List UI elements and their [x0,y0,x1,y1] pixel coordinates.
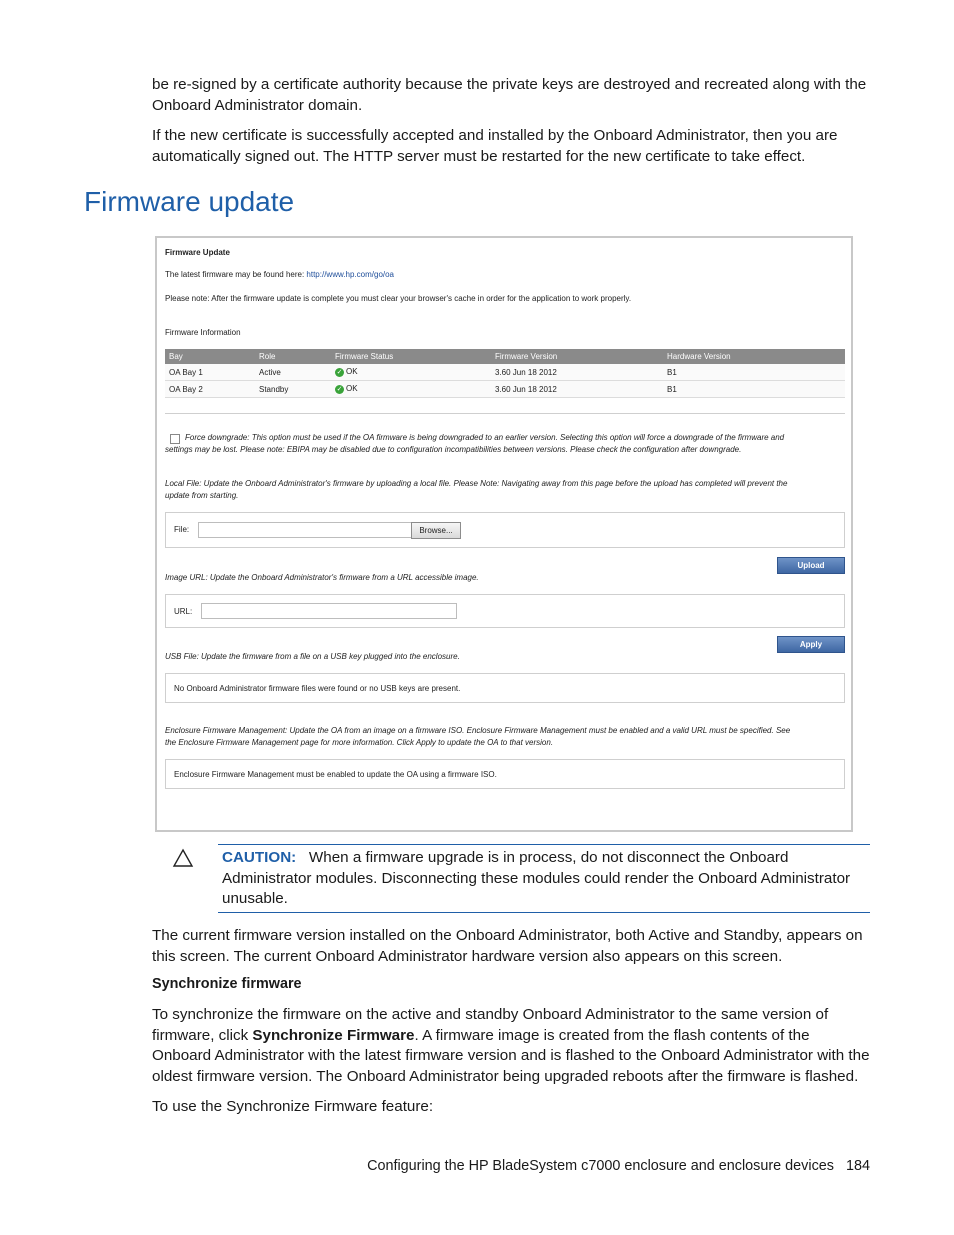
cache-note: Please note: After the firmware update is complete you must clear your browser's cache in order for the application to work properly. [165,294,632,303]
version-cell: 3.60 Jun 18 2012 [491,381,663,398]
firmware-link[interactable]: http://www.hp.com/go/oa [306,270,395,279]
efm-message: Enclosure Firmware Management must be enabled to update the OA using a firmware ISO. [174,770,497,779]
firmware-update-screenshot [155,236,853,832]
caution-icon [172,848,194,868]
table-row [165,381,845,398]
firmware-table [165,349,845,398]
local-file-text-1: Local File: Update the Onboard Administrator's firmware by uploading a local file. Please Note: Navigating away from this page before the upload has completed will prevent the [165,479,788,488]
image-url-box [165,594,845,628]
file-input[interactable] [198,522,412,538]
efm-text-2: the Enclosure Firmware Management page for more information. Click Apply to update the OA to that version. [165,738,554,747]
column-header: Role [255,349,331,364]
p2-text-a: To synchronize the firmware on the active and standby Onboard Administrator to the same version of firmware, click [152,1006,829,1044]
local-file-box [165,512,845,548]
body-paragraph-1: The current firmware version installed on the Onboard Administrator, both Active and Standby, appears on this screen. The current Onboard Administrator hardware version also appears on this screen. [152,927,863,965]
section-title: Firmware update [84,186,295,217]
screenshot-title: Firmware Update [165,248,230,257]
subheading: Synchronize firmware [152,976,302,992]
upload-button[interactable]: Upload [777,557,845,574]
latest-firmware-line [165,270,394,279]
intro-paragraph-1: be re-signed by a certificate authority because the private keys are destroyed and recreated along with the Onboard Administrator domain. [152,76,867,114]
hardware-cell: B1 [663,364,845,381]
force-downgrade-checkbox[interactable] [170,434,180,444]
version-cell: 3.60 Jun 18 2012 [491,364,663,381]
role-cell: Active [255,364,331,381]
apply-button[interactable]: Apply [777,636,845,653]
caution-bottom-rule [218,912,870,913]
column-header: Bay [165,349,255,364]
caution-body: When a firmware upgrade is in process, do not disconnect the Onboard Administrator modules. Disconnecting these modules could render the Onboard Administrator unusable. [222,849,851,908]
table-row [165,364,845,381]
url-label: URL: [174,607,193,616]
status-text: OK [346,367,358,377]
status-cell [331,381,491,398]
efm-box [165,759,845,789]
caution-label: CAUTION: [222,849,297,866]
caution-text [222,848,862,910]
bay-cell: OA Bay 2 [165,381,255,398]
role-cell: Standby [255,381,331,398]
hardware-cell: B1 [663,381,845,398]
browse-button[interactable]: Browse... [411,522,461,539]
intro-paragraph-2: If the new certificate is successfully accepted and installed by the Onboard Administrator, then you are automatically signed out. The HTTP server must be restarted for the new certificate to take effect. [152,127,838,165]
table-header-row [165,349,845,364]
column-header: Hardware Version [663,349,845,364]
page-number: 184 [845,1158,870,1174]
force-downgrade-text-1: Force downgrade: This option must be used if the OA firmware is being downgraded to an earlier version. Selecting this option will force a downgrade of the firmware and [185,433,785,442]
latest-firmware-text: The latest firmware may be found here: [165,270,307,279]
p2-text-b: . A firmware image is created from the flash contents of the Onboard Administrator with the latest firmware version and is flashed to the Onboard Administrator with the oldest firmware version. The Onboard Administrator being upgraded reboots after the firmware is flashed. [152,1026,870,1085]
image-url-text: Image URL: Update the Onboard Administrator's firmware from a URL accessible image. [165,573,479,582]
force-downgrade-text-2: settings may be lost. Please note: EBIPA may be disabled due to configuration incompatibilities between versions. Please check the configuration after downgrade. [165,445,742,454]
divider [165,413,845,414]
check-icon: ✓ [336,368,343,376]
local-file-text-2: update from starting. [165,491,239,500]
firmware-info-label: Firmware Information [165,328,241,337]
efm-text-1: Enclosure Firmware Management: Update the OA from an image on a firmware ISO. Enclosure Firmware Management must be enabled and a valid URL must be specified. See [165,726,791,735]
file-label: File: [174,525,190,534]
column-header: Firmware Status [331,349,491,364]
bay-cell: OA Bay 1 [165,364,255,381]
p2-bold: Synchronize Firmware [252,1026,415,1044]
footer-text: Configuring the HP BladeSystem c7000 enclosure and enclosure devices [367,1158,834,1174]
url-input[interactable] [201,603,457,619]
status-text: OK [346,384,358,394]
body-paragraph-3: To use the Synchronize Firmware feature: [152,1098,434,1115]
check-icon: ✓ [336,385,343,393]
column-header: Firmware Version [491,349,663,364]
body-paragraph-2 [152,1005,872,1087]
status-cell [331,364,491,381]
usb-file-box [165,673,845,703]
usb-message: No Onboard Administrator firmware files were found or no USB keys are present. [174,684,461,693]
caution-top-rule [218,844,870,845]
page-footer [367,1158,870,1174]
usb-file-text: USB File: Update the firmware from a file on a USB key plugged into the enclosure. [165,652,460,661]
